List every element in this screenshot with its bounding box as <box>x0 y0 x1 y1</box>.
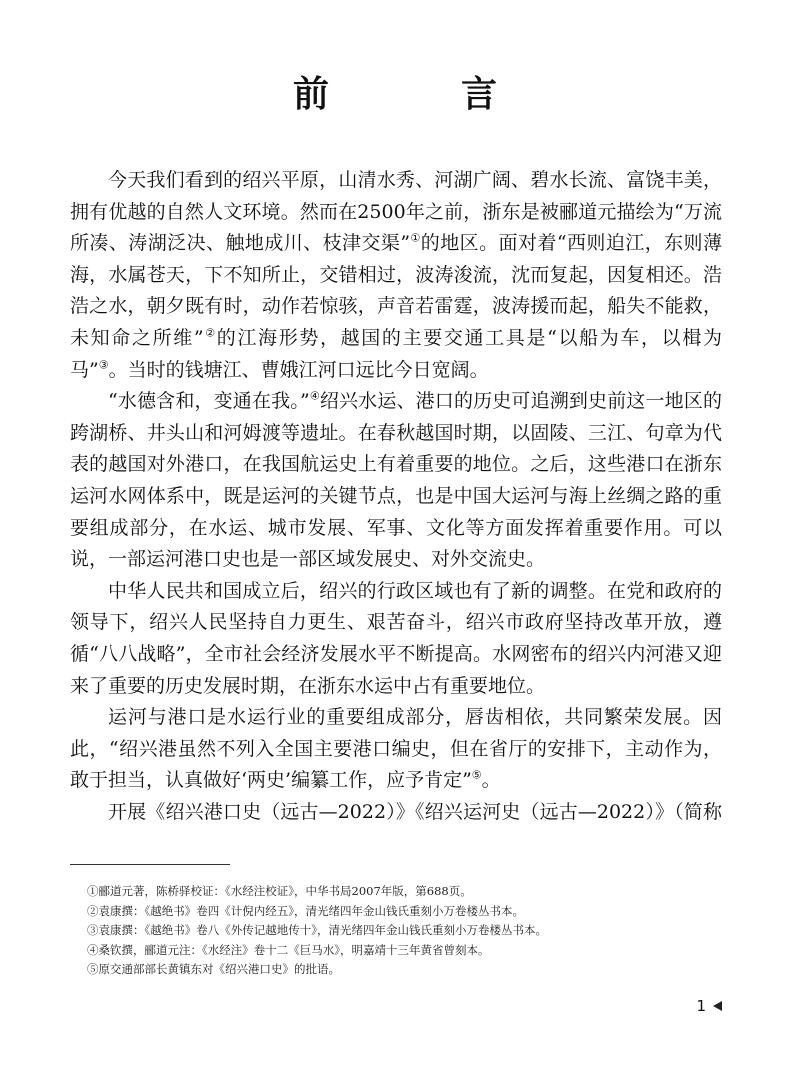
page-number: 1 <box>696 997 706 1015</box>
paragraph-text: 。 <box>481 769 501 792</box>
body-paragraph <box>70 165 722 386</box>
footnote-marker: ③ <box>98 358 109 372</box>
footnote: ③袁康撰：《越绝书》卷八《外传记越地传十》，清光绪四年金山钱氏重刻小万卷楼丛书本。 <box>87 923 547 938</box>
footnote: ⑤原交通部部长黄镇东对《绍兴港口史》的批语。 <box>87 962 340 977</box>
paragraph-text: 开展《绍兴港口史（远古—2022）》《绍兴运河史（远古—2022）》（简称 <box>108 800 722 823</box>
footnote-marker: ⑤ <box>471 768 482 782</box>
paragraph-text: 今天我们看到的绍兴平原，山清水秀、河湖广阔、碧水长流、富饶丰美，拥有优越的自然人文环境。然而在2500年之前，浙东是被郦道元描绘为“万流所凑、涛湖泛决、触地成川、枝津交渠” <box>70 169 722 255</box>
footnote-marker: ④ <box>309 389 320 403</box>
paragraph-text: 中华人民共和国成立后，绍兴的行政区域也有了新的调整。在党和政府的领导下，绍兴人民坚持自力更生、艰苦奋斗，绍兴市政府坚持改革开放，遵循“八八战略”，全市社会经济发展水平不断提高。水网密布的绍兴内河港又迎来了重要的历史发展时期，在浙东水运中占有重要地位。 <box>70 579 722 697</box>
paragraph-text: 绍兴水运、港口的历史可追溯到史前这一地区的跨湖桥、井头山和河姆渡等遗址。在春秋越国时期，以固陵、三江、句章为代表的越国对外港口，在我国航运史上有着重要的地位。之后，这些港口在浙东运河水网体系中，既是运河的关键节点，也是中国大运河与海上丝绸之路的重要组成部分，在水运、城市发展、军事、文化等方面发挥着重要作用。可以说，一部运河港口史也是一部区域发展史、对外交流史。 <box>70 390 722 571</box>
footnote-marker: ② <box>203 326 217 340</box>
footnote-divider <box>70 864 230 865</box>
body-paragraph <box>70 702 722 797</box>
footnote: ④桑钦撰，郦道元注：《水经注》卷十二《巨马水》，明嘉靖十三年黄省曾刻本。 <box>87 942 490 957</box>
footnote: ②袁康撰：《越绝书》卷四《计倪内经五》，清光绪四年金山钱氏重刻小万卷楼丛书本。 <box>87 903 524 918</box>
body-paragraph <box>70 576 722 702</box>
body-paragraph <box>70 797 722 829</box>
page-arrow-icon <box>713 1001 722 1011</box>
paragraph-text: 运河与港口是水运行业的重要组成部分，唇齿相依，共同繁荣发展。因此，“绍兴港虽然不列入全国主要港口编史，但在省厅的安排下，主动作为，敢于担当，认真做好‘两史’编纂工作，应予肯定” <box>70 706 722 792</box>
footnote-marker: ① <box>410 231 421 245</box>
paragraph-text: 。当时的钱塘江、曹娥江河口远比今日宽阔。 <box>108 358 489 381</box>
body-paragraph <box>70 386 722 576</box>
paragraph-text: “水德含和，变通在我。” <box>108 390 310 413</box>
page-title: 前 言 <box>292 74 545 115</box>
paragraph-text: 的地区。面对着“西则迫江，东则薄海，水属苍天，下不知所止，交错相过，波涛浚流，沈而复起，因复相还。浩浩之水，朝夕既有时，动作若惊骇，声音若雷霆，波涛援而起，船失不能救，未知命之所维” <box>70 232 722 349</box>
footnote: ①郦道元著，陈桥驿校证：《水经注校证》，中华书局2007年版，第688页。 <box>87 884 472 898</box>
footnotes <box>87 882 727 980</box>
body-text <box>70 165 722 828</box>
paragraph-text: 的江海形势，越国的主要交通工具是“以船为车，以楫为马” <box>70 326 722 381</box>
